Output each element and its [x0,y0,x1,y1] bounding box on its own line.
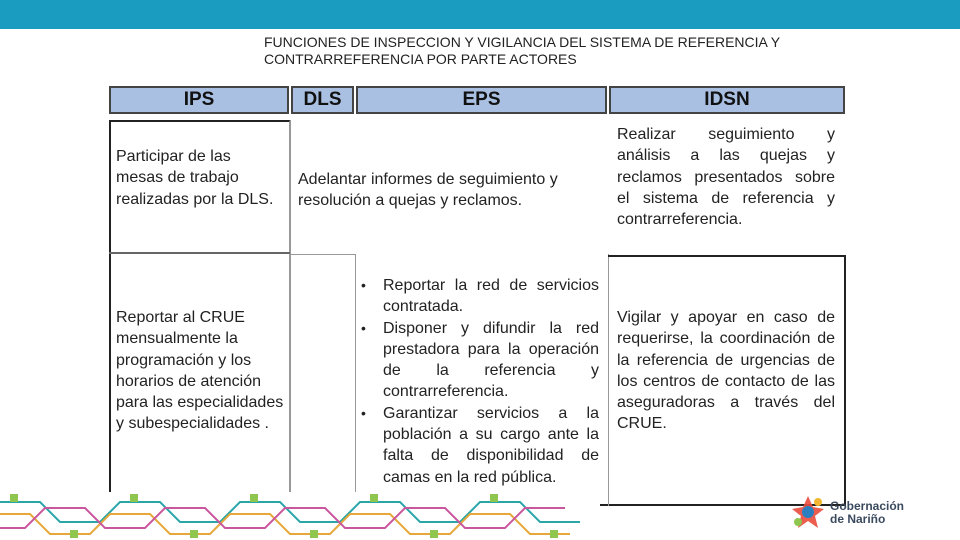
idsn-row-divider [608,255,846,257]
eps-function-item: • Disponer y difundir la red prestadora para la operación de la referencia y contrarreferencia. [357,318,599,403]
eps-functions [357,275,599,488]
eps-function-item: • Reportar la red de servicios contratada. [357,275,599,318]
ips-function-2: Reportar al CRUE mensualmente la programación y los horarios de atención para las especialidades y subespecialidades . [116,309,284,433]
slide-title-line-2: CONTRARREFERENCIA POR PARTE ACTORES [264,51,577,67]
dls-row-divider [290,254,356,255]
slide-title [264,34,864,68]
idsn-function-1: Realizar seguimiento y análisis a las quejas y reclamos presentados sobre el sistema de referencia y contrarreferencia. [617,126,835,229]
dls-left-border [290,120,291,506]
dls-function-1: Adelantar informes de seguimiento y resolución a quejas y reclamos. [298,171,558,210]
eps-function-item: • Garantizar servicios a la población a su cargo ante la falta de disponibilidad de camas en la red pública. [357,403,599,488]
idsn-right-border [844,255,846,506]
top-accent-bar [0,0,960,29]
eps-left-border [355,254,356,506]
ips-function-1: Participar de las mesas de trabajo realizadas por la DLS. [116,148,274,208]
ips-row-divider [109,252,290,254]
header-dls: DLS [291,86,354,114]
idsn-function-2: Vigilar y apoyar en caso de requerirse, la coordinación de la referencia de urgencias de los centros de contacto de las aseguradoras a través del CRUE. [617,309,835,433]
decorative-pattern-footer [0,492,600,540]
logo-wordmark [830,500,904,526]
header-eps: EPS [356,86,607,114]
logo-line-1: Gobernación [830,499,905,513]
logo-line-2: de Nariño [830,512,886,526]
slide-title-line-1: FUNCIONES DE INSPECCION Y VIGILANCIA DEL SISTEMA DE REFERENCIA Y [264,34,781,50]
header-idsn: IDSN [609,86,845,114]
header-ips: IPS [109,86,289,114]
idsn-left-border [608,254,609,506]
